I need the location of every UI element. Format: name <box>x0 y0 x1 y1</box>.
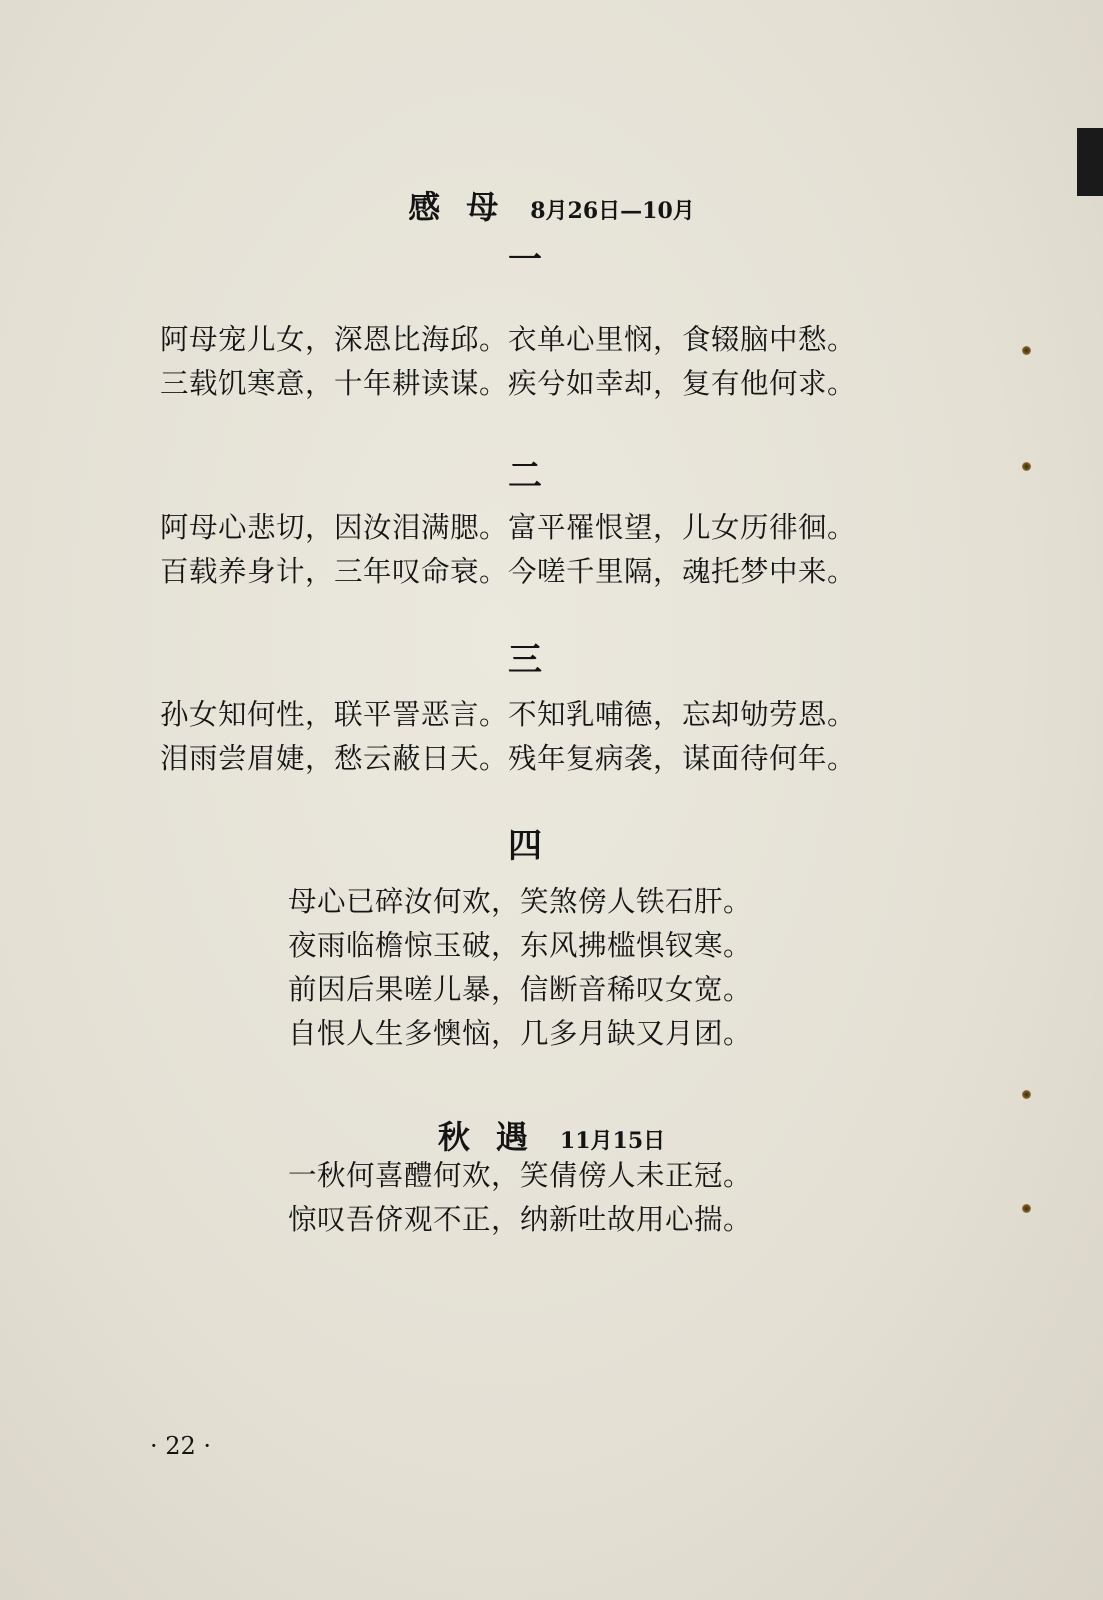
page-number: · 22 · <box>150 1432 212 1460</box>
verse-line: 孙女知何性，联平詈恶言。不知乳哺德，忘却劬劳恩。 <box>160 698 857 731</box>
verse-line: 前因后果嗟儿暴，信断音稀叹女宽。 <box>288 973 753 1006</box>
verse-line: 母心已碎汝何欢，笑煞傍人铁石肝。 <box>288 885 753 918</box>
verse-line: 惊叹吾侪观不正，纳新吐故用心揣。 <box>288 1203 753 1236</box>
section-numeral: 二 <box>508 456 542 496</box>
verse-line: 阿母宠儿女，深恩比海邱。衣单心里悯，食辍脑中愁。 <box>160 323 857 356</box>
binding-hole <box>1022 1090 1031 1099</box>
verse-line: 百载养身计，三年叹命衰。今嗟千里隔，魂托梦中来。 <box>160 555 857 588</box>
binding-hole <box>1022 346 1031 355</box>
section-numeral: 四 <box>508 826 542 866</box>
poem-date: 11月15日 <box>559 1128 666 1154</box>
section-numeral: 三 <box>508 640 542 680</box>
binding-hole <box>1022 1204 1031 1213</box>
verse-line: 阿母心悲切，因汝泪满腮。富平罹恨望，儿女历徘徊。 <box>160 511 857 544</box>
poem-title: 秋遇 <box>437 1118 554 1156</box>
verse-block <box>160 693 856 781</box>
verse-block <box>160 318 856 406</box>
verse-line: 自恨人生多懊恼，几多月缺又月团。 <box>288 1017 753 1050</box>
poem-title-line <box>0 182 1103 228</box>
section-numeral: 一 <box>508 240 542 280</box>
poem-date: 8月26日—10月 <box>530 198 695 224</box>
verse-block <box>288 880 752 1056</box>
verse-line: 夜雨临檐惊玉破，东风拂槛惧钗寒。 <box>288 929 753 962</box>
verse-line: 三载饥寒意，十年耕读谋。疾兮如幸却，复有他何求。 <box>160 367 857 400</box>
poem-title: 感母 <box>408 188 525 226</box>
verse-line: 一秋何喜醴何欢，笑倩傍人未正冠。 <box>288 1159 753 1192</box>
verse-block <box>288 1154 752 1242</box>
verse-line: 泪雨尝眉婕，愁云蔽日天。残年复病袭，谋面待何年。 <box>160 742 857 775</box>
verse-block <box>160 506 856 594</box>
poem-title-line <box>0 1112 1103 1158</box>
